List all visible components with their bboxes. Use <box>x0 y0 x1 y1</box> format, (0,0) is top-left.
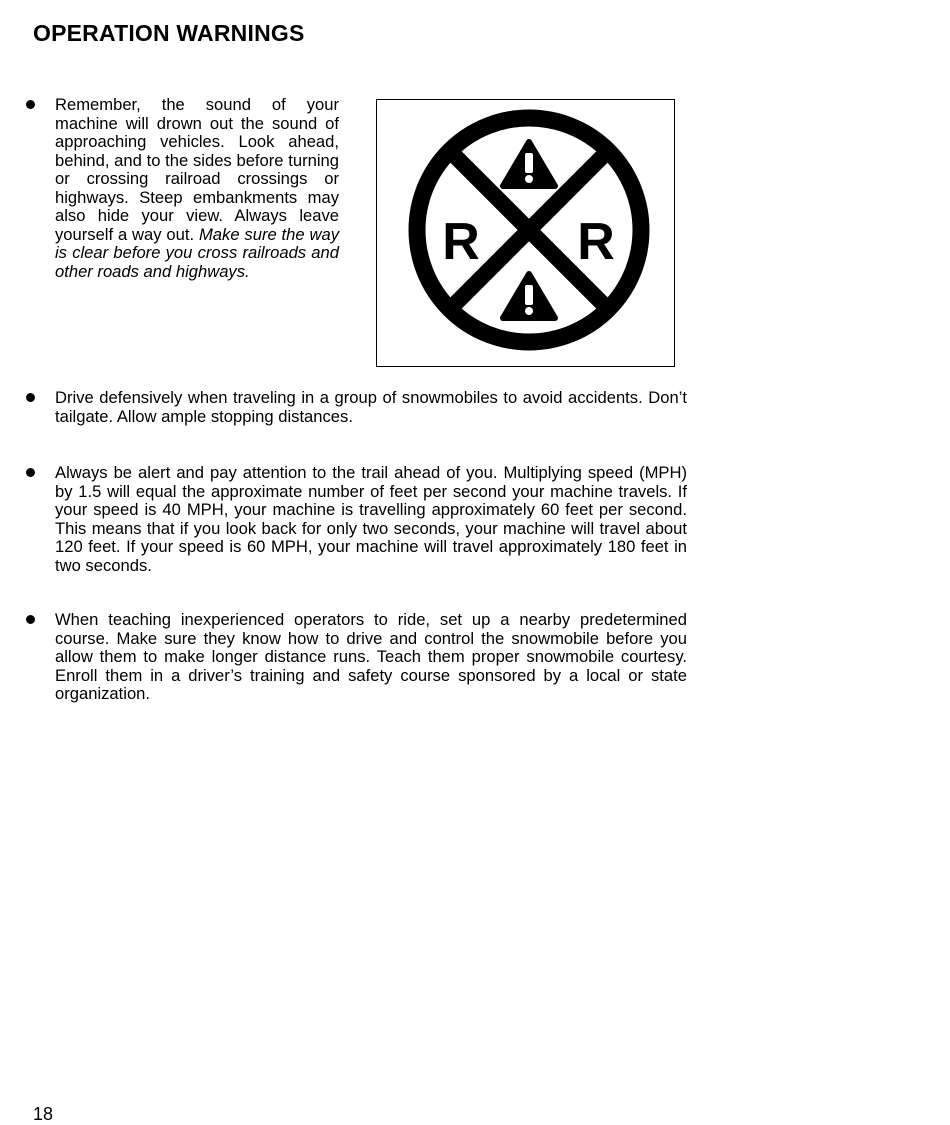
bullet-icon <box>26 100 35 109</box>
warning-paragraph: When teaching inexperienced operators to ride, set up a nearby predetermined course. Make sure they know how to drive and control the snowmobile before you allow them to make longer distance runs. Teach them proper snowmobile courtesy. Enroll them in a driver’s training and safety course sponsored by a local or state organization. <box>55 610 687 703</box>
bullet-icon <box>26 468 35 477</box>
warning-paragraph: Drive defensively when traveling in a group of snowmobiles to avoid accidents. Don’t tailgate. Allow ample stopping distances. <box>55 388 687 426</box>
railroad-crossing-illustration <box>376 99 675 367</box>
sign-letter-right: R <box>577 213 615 271</box>
bullet-icon <box>26 393 35 402</box>
warning-paragraph: Always be alert and pay attention to the trail ahead of you. Multiplying speed (MPH) by 1.5 will equal the approximate number of feet per second your machine travels. If your speed is 40 MPH, your machine is travelling approximately 60 feet per second. This means that if you look back for only two seconds, your machine will travel about 120 feet. If your speed is 60 MPH, your machine will travel approximately 180 feet in two seconds. <box>55 463 687 575</box>
page-number: 18 <box>33 1104 54 1124</box>
sign-letter-left: R <box>442 213 480 271</box>
page-title: OPERATION WARNINGS <box>33 20 305 46</box>
warning-emphasis: Make sure the way is clear before you cross railroads and other roads and highways. <box>55 224 339 281</box>
warning-paragraph <box>55 96 339 281</box>
railroad-crossing-sign-icon <box>377 100 673 365</box>
bullet-icon <box>26 615 35 624</box>
warning-text: Remember, the sound of your machine will drown out the sound of approaching vehicles. Look ahead, behind, and to the sides before turning or crossing railroad crossings or highways. Steep embankments may also hide your view. Always leave yourself a way out. <box>55 95 339 244</box>
